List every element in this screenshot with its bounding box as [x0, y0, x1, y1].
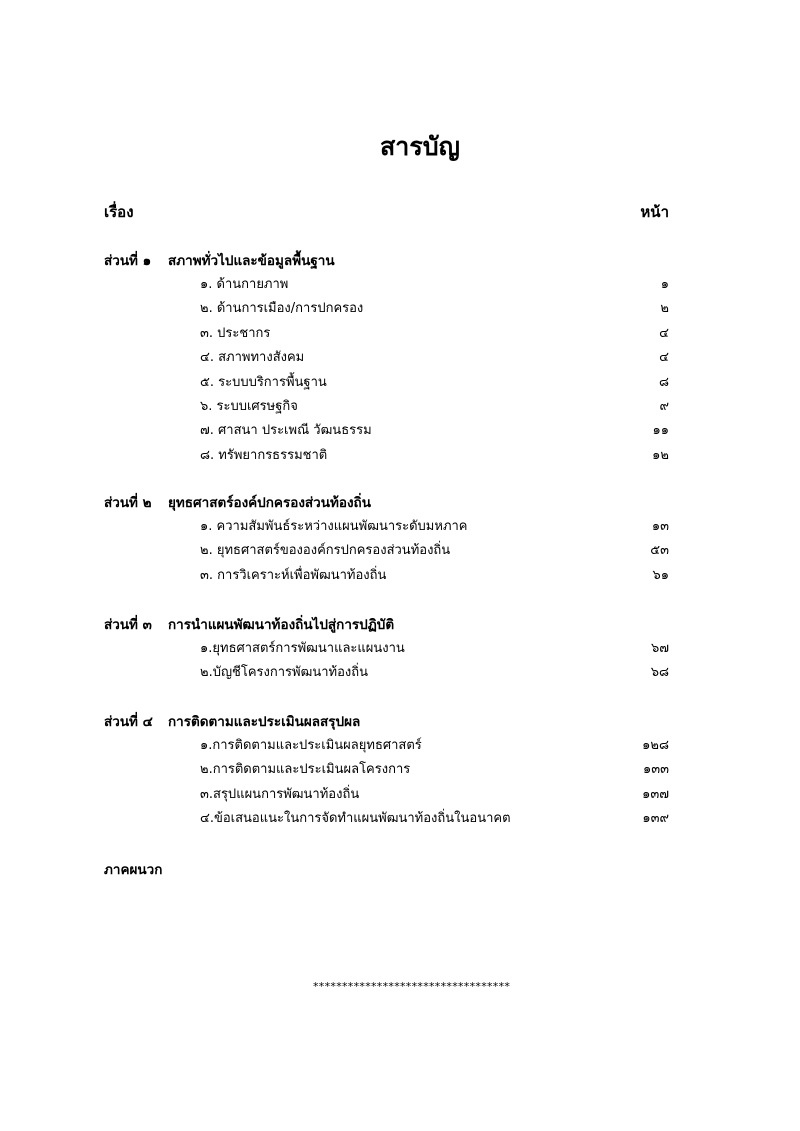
toc-entry[interactable]	[104, 273, 669, 297]
section-heading	[104, 613, 669, 637]
section-number: ส่วนที่ ๒	[104, 495, 152, 511]
toc-entry[interactable]	[104, 758, 669, 782]
toc-entry[interactable]	[104, 322, 669, 346]
section-number: ส่วนที่ ๔	[104, 714, 153, 730]
toc-entry-label: ๑. ความสัมพันธ์ระหว่างแผนพัฒนาระดับมหภาค	[200, 519, 468, 534]
toc-entry-label: ๑.การติดตามและประเมินผลยุทธศาสตร์	[200, 738, 422, 753]
section-number: ส่วนที่ ๑	[104, 253, 152, 269]
toc-entry-page: ๕๓	[650, 543, 669, 559]
section-heading	[104, 249, 669, 273]
toc-entry-label: ๓. ประชากร	[200, 325, 271, 341]
toc-entry-page: ๘	[658, 374, 669, 390]
toc-entry-page: ๒	[660, 301, 669, 317]
toc-entry-page: ๑๒	[652, 447, 669, 463]
toc-entry[interactable]	[104, 371, 669, 395]
toc-entry-label: ๕. ระบบบริการพื้นฐาน	[200, 374, 327, 390]
toc-section-1	[104, 249, 669, 468]
toc-entry[interactable]	[104, 515, 669, 539]
toc-entry[interactable]	[104, 297, 669, 321]
page-column-header: หน้า	[640, 203, 669, 221]
section-heading	[104, 710, 669, 734]
footer-asterisk-rule: **********************************	[313, 980, 511, 993]
toc-entry[interactable]	[104, 807, 669, 831]
toc-entry-page: ๔	[659, 350, 669, 366]
toc-entry[interactable]	[104, 564, 669, 588]
section-heading	[104, 491, 669, 515]
section-number: ส่วนที่ ๓	[104, 617, 152, 633]
toc-entry[interactable]	[104, 734, 669, 758]
toc-entry[interactable]	[104, 783, 669, 807]
toc-entry-label: ๒.บัญชีโครงการพัฒนาท้องถิ่น	[200, 665, 368, 681]
toc-entry-page: ๙	[659, 398, 669, 414]
toc-entry-page: ๑๓๙	[642, 811, 669, 827]
section-title: การติดตามและประเมินผลสรุปผล	[168, 714, 361, 730]
toc-entry-label: ๓. การวิเคราะห์เพื่อพัฒนาท้องถิ่น	[200, 567, 387, 583]
toc-entry-page: ๖๗	[650, 641, 669, 656]
toc-entry-label: ๒. ด้านการเมือง/การปกครอง	[200, 301, 364, 317]
toc-entry-page: ๑๓	[651, 519, 669, 534]
toc-entry[interactable]	[104, 395, 669, 419]
toc-entry-label: ๗. ศาสนา ประเพณี วัฒนธรรม	[200, 423, 372, 439]
toc-entry[interactable]	[104, 637, 669, 661]
toc-entry-page: ๑๓๗	[642, 786, 669, 802]
toc-entry-label: ๑. ด้านกายภาพ	[200, 277, 289, 292]
page-title: สารบัญ	[380, 132, 460, 161]
section-title: การนำแผนพัฒนาท้องถิ่นไปสู่การปฏิบัติ	[168, 617, 395, 633]
toc-entry[interactable]	[104, 419, 669, 443]
toc-entry-label: ๔. สภาพทางสังคม	[200, 350, 305, 366]
toc-entry-label: ๒. ยุทธศาสตร์ขององค์กรปกครองส่วนท้องถิ่น	[200, 543, 451, 559]
section-title: สภาพทั่วไปและข้อมูลพื้นฐาน	[168, 253, 335, 269]
section-title: ยุทธศาสตร์องค์ปกครองส่วนท้องถิ่น	[168, 495, 371, 511]
toc-entry-page: ๑๑	[652, 423, 669, 439]
toc-entry-page: ๑๓๓	[642, 762, 669, 778]
toc-entry-label: ๘. ทรัพยากรธรรมชาติ	[200, 447, 328, 463]
toc-section-4	[104, 710, 669, 832]
toc-entry-label: ๖. ระบบเศรษฐกิจ	[200, 398, 298, 414]
toc-entry[interactable]	[104, 346, 669, 370]
toc-entry-page: ๖๑	[652, 567, 669, 583]
toc-entry[interactable]	[104, 539, 669, 563]
toc-entry[interactable]	[104, 444, 669, 468]
toc-entry-label: ๑.ยุทธศาสตร์การพัฒนาและแผนงาน	[200, 641, 405, 656]
toc-entry-page: ๑	[660, 277, 669, 292]
toc-entry-page: ๔	[659, 325, 669, 341]
toc-entry[interactable]	[104, 661, 669, 685]
toc-entry-label: ๒.การติดตามและประเมินผลโครงการ	[200, 762, 411, 778]
toc-entry-label: ๓.สรุปแผนการพัฒนาท้องถิ่น	[200, 786, 360, 802]
toc-entry-label: ๔.ข้อเสนอแนะในการจัดทำแผนพัฒนาท้องถิ่นในอนาคต	[200, 811, 511, 827]
toc-entry-page: ๑๒๘	[642, 738, 669, 753]
appendix-heading[interactable]: ภาคผนวก	[104, 862, 163, 878]
toc-section-3	[104, 613, 669, 686]
toc-section-2	[104, 491, 669, 588]
toc-entry-page: ๖๘	[650, 665, 669, 681]
subject-column-header: เรื่อง	[104, 203, 134, 221]
